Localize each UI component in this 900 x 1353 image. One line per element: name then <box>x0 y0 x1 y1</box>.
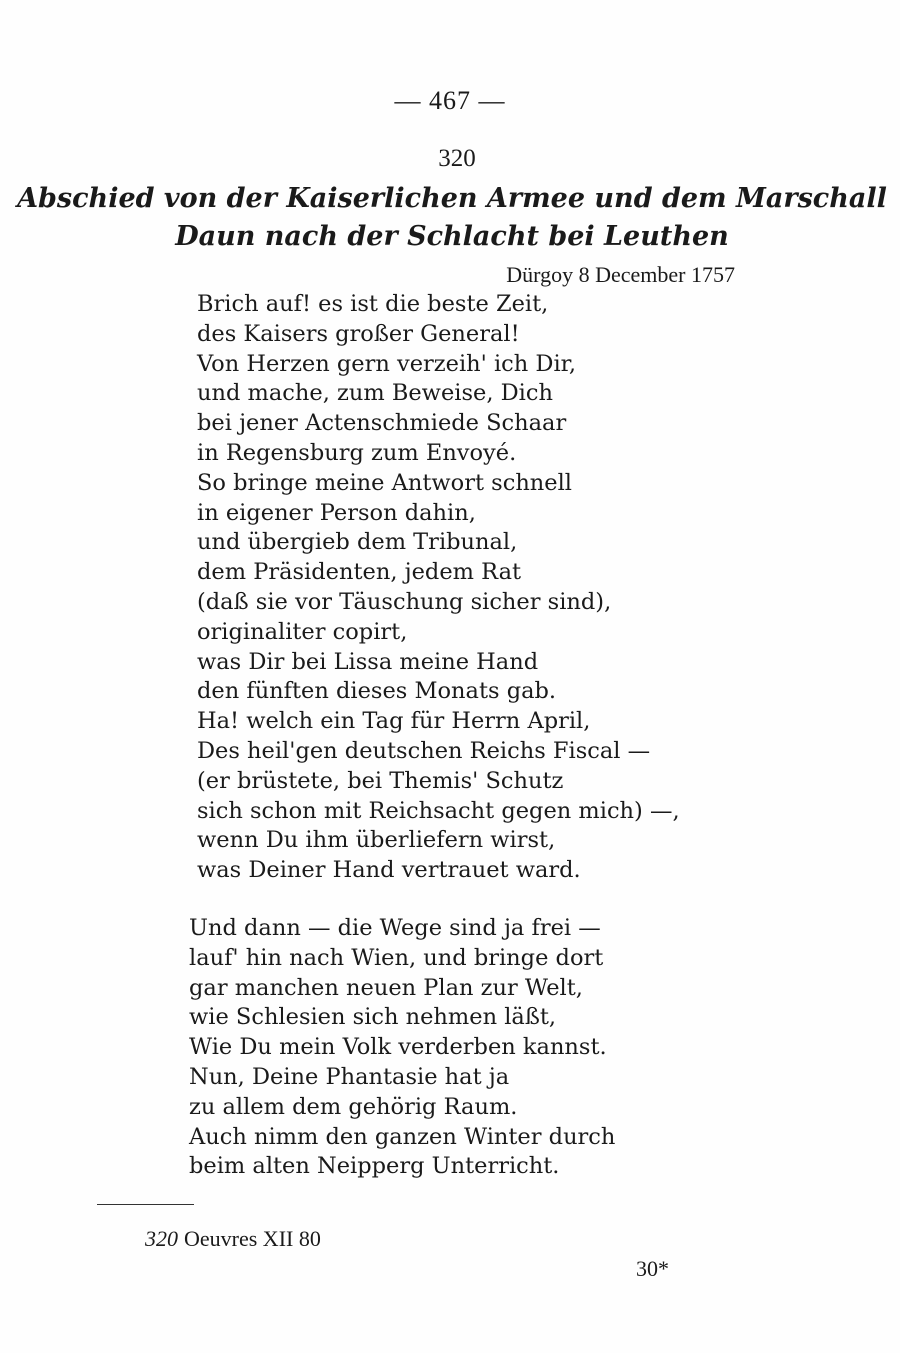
place-date: Dürgoy 8 December 1757 <box>506 262 735 287</box>
verse-line: zu allem dem gehörig Raum. <box>189 1093 518 1120</box>
stanza-1 <box>197 290 680 886</box>
verse-line: wie Schlesien sich nehmen läßt, <box>189 1004 557 1031</box>
verse-line: bei jener Actenschmiede Schaar <box>197 410 567 437</box>
verse-line: lauf' hin nach Wien, und bringe dort <box>189 944 604 971</box>
footnote <box>145 1226 321 1252</box>
verse-line: Und dann — die Wege sind ja frei — <box>189 915 601 941</box>
verse-line: originaliter copirt, <box>197 618 408 645</box>
poem-title-line: Abschied von der Kaiserlichen Armee und dem Marschall <box>17 183 887 214</box>
verse-line: den fünften dieses Monats gab. <box>197 678 557 705</box>
stanza-2 <box>189 914 615 1182</box>
verse-line: So bringe meine Antwort schnell <box>197 469 573 496</box>
verse-line: Wie Du mein Volk verderben kannst. <box>189 1034 607 1061</box>
verse-line: (daß sie vor Täuschung sicher sind), <box>197 588 612 615</box>
verse-line: (er brüstete, bei Themis' Schutz <box>197 767 564 794</box>
verse-line: gar manchen neuen Plan zur Welt, <box>189 974 583 1001</box>
verse-line: Ha! welch ein Tag für Herrn April, <box>197 708 591 735</box>
signature-mark: 30* <box>636 1256 669 1281</box>
poem-title <box>0 180 900 256</box>
verse-line: Des heil'gen deutschen Reichs Fiscal — <box>197 737 651 764</box>
poem-number: 320 <box>438 145 476 172</box>
verse-line: wenn Du ihm überliefern wirst, <box>197 827 556 854</box>
verse-line: und mache, zum Beweise, Dich <box>197 380 553 407</box>
verse-line: was Deiner Hand vertrauet ward. <box>197 857 581 884</box>
page-number-header: — 467 — <box>394 86 506 115</box>
verse-line: sich schon mit Reichsacht gegen mich) —, <box>197 797 680 824</box>
poem-title-line: Daun nach der Schlacht bei Leuthen <box>175 221 729 252</box>
verse-line: beim alten Neipperg Unterricht. <box>189 1153 560 1180</box>
footnote-reference: 320 <box>145 1226 178 1251</box>
verse-line: was Dir bei Lissa meine Hand <box>197 648 539 675</box>
footnote-text: Oeuvres XII 80 <box>184 1226 321 1251</box>
verse-line: in eigener Person dahin, <box>197 499 476 526</box>
verse-line: des Kaisers großer General! <box>197 320 520 347</box>
verse-line: in Regensburg zum Envoyé. <box>197 439 517 466</box>
verse-line: Von Herzen gern verzeih' ich Dir, <box>197 350 577 377</box>
verse-line: dem Präsidenten, jedem Rat <box>197 559 522 586</box>
verse-line: Brich auf! es ist die beste Zeit, <box>197 291 549 317</box>
verse-line: Auch nimm den ganzen Winter durch <box>189 1123 616 1150</box>
footnote-divider <box>97 1204 194 1205</box>
verse-line: und übergieb dem Tribunal, <box>197 529 518 556</box>
verse-line: Nun, Deine Phantasie hat ja <box>189 1063 510 1090</box>
